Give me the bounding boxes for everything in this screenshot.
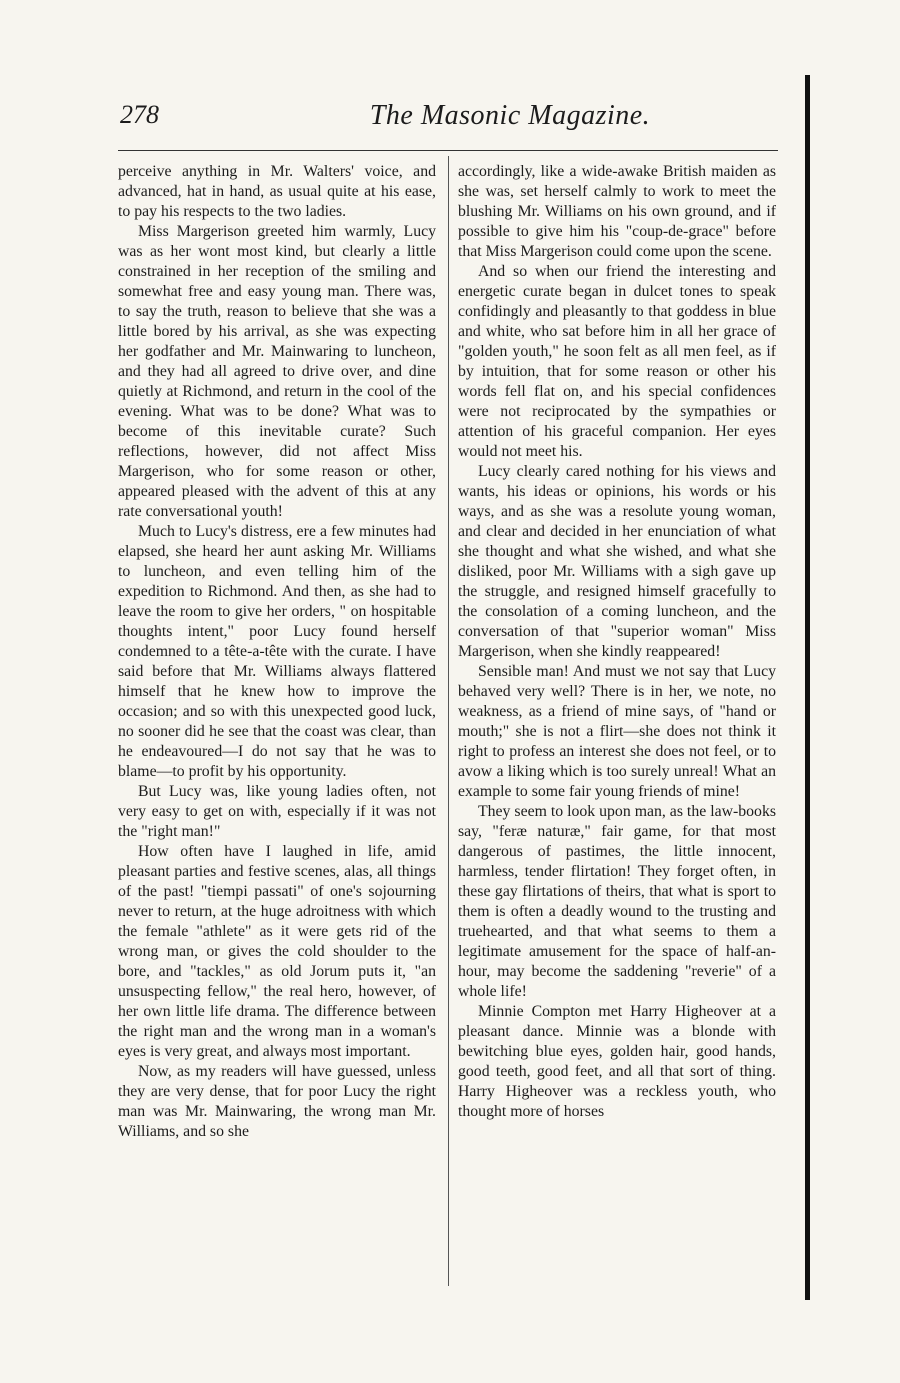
page-number: 278	[120, 100, 159, 129]
right-paragraph-6: Minnie Compton met Harry Higheover at a pleasant dance. Minnie was a blonde with bewitching blue eyes, golden hair, good hands, good teeth, good feet, and all that sort of thing. Harry Higheover was a reckless youth, who thought more of horses	[458, 1003, 776, 1120]
right-column	[458, 162, 776, 1292]
page-edge-bar	[805, 75, 810, 1300]
right-paragraph-5: They seem to look upon man, as the law-books say, "feræ naturæ," fair game, for that most dangerous of pastimes, the little innocent, harmless, tender flirtation! They forget often, in these gay flirtations of theirs, that what is sport to them is often a deadly wound to the trusting and truehearted, and that what seems to them a legitimate amusement for the space of half-an-hour, may become the saddening "reverie" of a whole life!	[458, 803, 776, 1000]
left-paragraph-3: Much to Lucy's distress, ere a few minutes had elapsed, she heard her aunt asking Mr. Williams to luncheon, and even telling him of the expedition to Richmond. And then, as she had to leave the room to give her orders, " on hospitable thoughts intent," poor Lucy found herself condemned to a tête-a-tête with the curate. I have said before that Mr. Williams always flattered himself that he knew how to improve the occasion; and so with this unexpected good luck, no sooner did he see that the coast was clear, than he endeavoured—I do not say that he was to blame—to profit by his opportunity.	[118, 523, 436, 780]
right-paragraph-1: accordingly, like a wide-awake British maiden as she was, set herself calmly to work to meet the blushing Mr. Williams on his own ground, and if possible to give him his "coup-de-grace" before that Miss Margerison could come upon the scene.	[458, 163, 776, 260]
column-separator	[448, 156, 449, 1286]
left-column	[118, 162, 436, 1292]
left-paragraph-4: But Lucy was, like young ladies often, not very easy to get on with, especially if it was not the "right man!"	[118, 783, 436, 840]
header-rule	[118, 150, 778, 151]
left-paragraph-1: perceive anything in Mr. Walters' voice, and advanced, hat in hand, as usual quite at his ease, to pay his respects to the two ladies.	[118, 163, 436, 220]
left-paragraph-2: Miss Margerison greeted him warmly, Lucy was as her wont most kind, but clearly a little constrained in her reception of the smiling and somewhat free and easy young man. There was, to say the truth, reason to believe that she was a little bored by his arrival, as she was expecting her godfather and Mr. Mainwaring to luncheon, and they had all agreed to drive over, and dine quietly at Richmond, and return in the cool of the evening. What was to be done? What was to become of this inevitable curate? Such reflections, however, did not affect Miss Margerison, who for some reason or other, appeared pleased with the advent of this at any rate conversational youth!	[118, 223, 436, 520]
right-paragraph-4: Sensible man! And must we not say that Lucy behaved very well? There is in her, we note, no weakness, as a friend of mine says, of "hand or mouth;" she is not a flirt—she does not think it right to profess an interest she does not feel, or to avow a liking which is too surely unreal! What an example to some fair young friends of mine!	[458, 663, 776, 800]
left-paragraph-5: How often have I laughed in life, amid pleasant parties and festive scenes, alas, all things of the past! "tiempi passati" of one's sojourning never to return, at the huge adroitness with which the female "athlete" as it were gets rid of the wrong man, or gives the cold shoulder to the bore, and "tackles," as old Jorum puts it, "an unsuspecting fellow," the real hero, however, of her own little life drama. The difference between the right man and the wrong man in a woman's eyes is very great, and always most important.	[118, 843, 436, 1060]
right-paragraph-2: And so when our friend the interesting and energetic curate began in dulcet tones to speak confidingly and pleasantly to that goddess in blue and white, who sat before him in all her grace of "golden youth," he soon felt as all men feel, as if by intuition, that for some reason or other his words fell flat on, and his special confidences were not reciprocated by the sympathies or attention of his graceful companion. Her eyes would not meet his.	[458, 263, 776, 460]
running-title: The Masonic Magazine.	[369, 100, 651, 131]
right-paragraph-3: Lucy clearly cared nothing for his views and wants, his ideas or opinions, his words or his ways, and as she was a resolute young woman, and clear and decided in her enunciation of what she thought and what she wished, and what she disliked, poor Mr. Williams with a sigh gave up the struggle, and resigned himself gracefully to the consolation of a coming luncheon, and the conversation of that "superior woman" Miss Margerison, when she kindly reappeared!	[458, 463, 776, 660]
left-paragraph-6: Now, as my readers will have guessed, unless they are very dense, that for poor Lucy the right man was Mr. Mainwaring, the wrong man Mr. Williams, and so she	[118, 1063, 436, 1140]
